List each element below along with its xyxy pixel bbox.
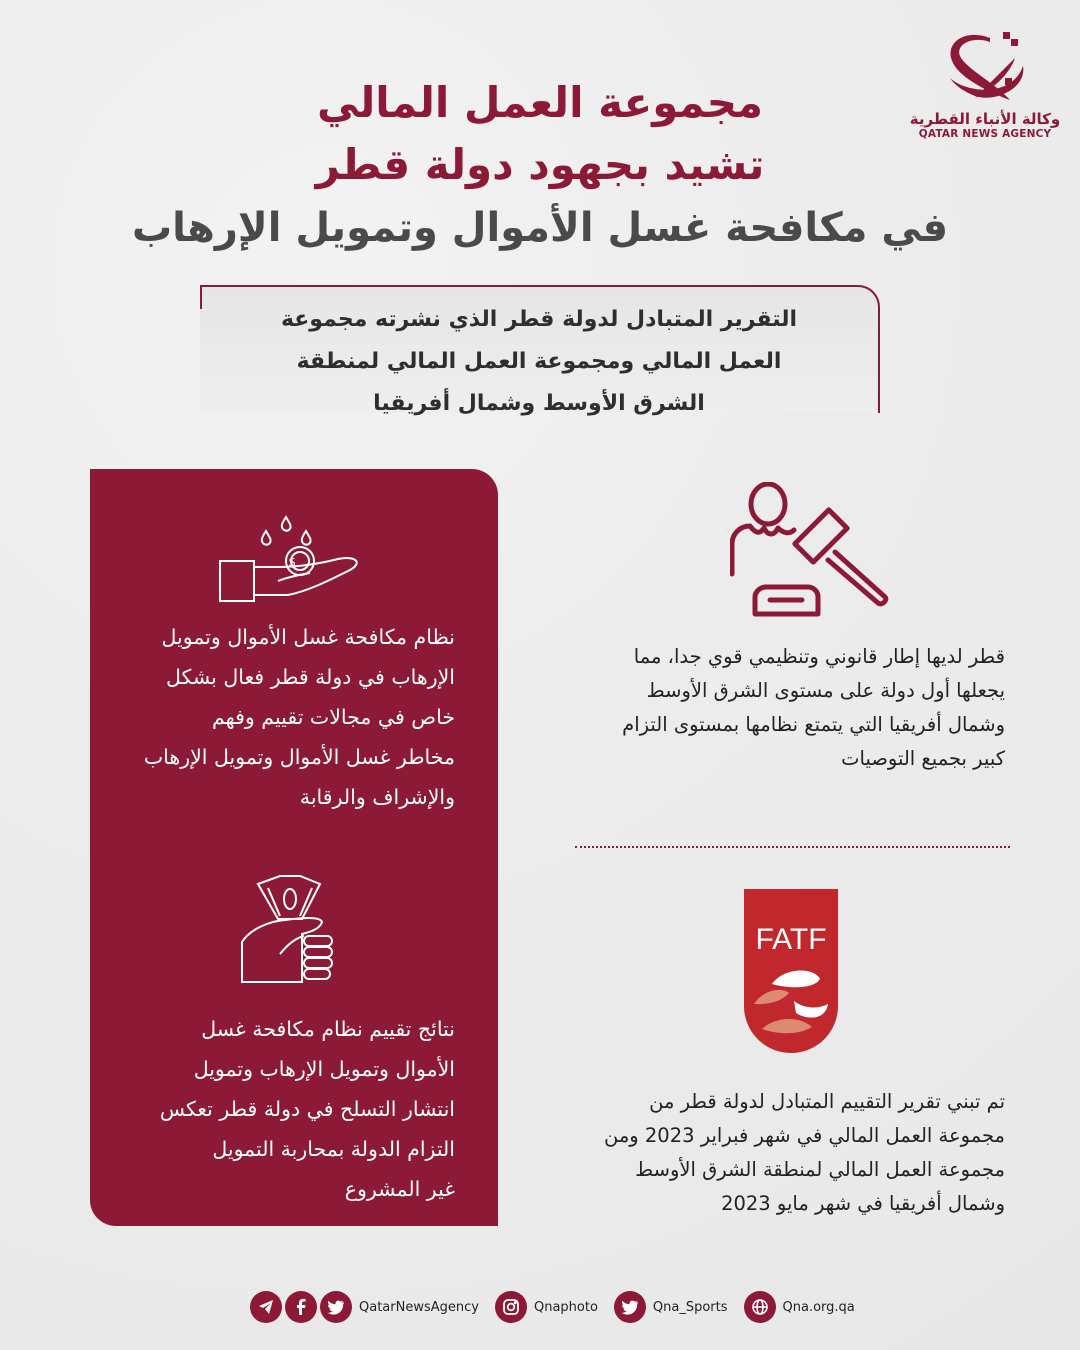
text-line: التزام الدولة بمحاربة التمويل <box>212 1137 455 1161</box>
logo-english-name: QATAR NEWS AGENCY <box>918 128 1052 140</box>
text-line: وشمال أفريقيا في شهر مايو 2023 <box>721 1192 1005 1215</box>
intro-box <box>200 285 880 416</box>
headline-line-1: مجموعة العمل المالي <box>316 78 764 127</box>
fist-money-icon <box>240 874 340 990</box>
text-line: مخاطر غسل الأموال وتمويل الإرهاب <box>143 745 455 769</box>
text-line: الإرهاب في دولة قطر فعال بشكل <box>166 665 455 689</box>
text-line: مجموعة العمل المالي لمنطقة الشرق الأوسط <box>635 1158 1005 1181</box>
svg-text:FATF: FATF <box>755 923 827 956</box>
facebook-icon[interactable] <box>285 1291 317 1323</box>
text-line: تم تبني تقرير التقييم المتبادل لدولة قطر من <box>649 1090 1005 1113</box>
globe-icon[interactable] <box>744 1291 776 1323</box>
intro-line: التقرير المتبادل لدولة قطر الذي نشرته مجموعة <box>280 307 798 332</box>
twitter-icon[interactable] <box>320 1291 352 1323</box>
text-line: وشمال أفريقيا التي يتمتع نظامها بمستوى التزام <box>622 713 1005 736</box>
logo-arabic-name: وكالة الأنباء القطرية <box>909 110 1061 128</box>
twitter-icon[interactable] <box>614 1291 646 1323</box>
social-footer <box>250 1290 871 1324</box>
text-line: غير المشروع <box>344 1177 455 1201</box>
intro-line: الشرق الأوسط وشمال أفريقيا <box>373 391 705 416</box>
panel-item-text <box>120 617 455 817</box>
text-line: خاص في مجالات تقييم وفهم <box>212 705 455 729</box>
text-line: نتائج تقييم نظام مكافحة غسل <box>201 1017 455 1041</box>
twitter-handle[interactable]: QatarNewsAgency <box>359 1299 479 1315</box>
instagram-icon[interactable] <box>495 1291 527 1323</box>
right-item-text <box>570 1085 1005 1221</box>
text-line: والإشراف والرقابة <box>299 785 455 809</box>
panel-item-text <box>120 1009 455 1209</box>
telegram-icon[interactable] <box>250 1291 282 1323</box>
text-line: انتشار التسلح في دولة قطر تعكس <box>159 1097 455 1121</box>
text-line: كبير بجميع التوصيات <box>841 747 1005 770</box>
text-line: يجعلها أول دولة على مستوى الشرق الأوسط <box>646 679 1005 702</box>
judge-gavel-icon <box>730 482 895 621</box>
text-line: قطر لديها إطار قانوني وتنظيمي قوي جدا، مما <box>633 645 1005 668</box>
right-item-text <box>570 640 1005 776</box>
intro-line: العمل المالي ومجموعة العمل المالي لمنطقة <box>296 349 782 374</box>
website-link[interactable]: Qna.org.qa <box>782 1299 855 1315</box>
text-line: مجموعة العمل المالي في شهر فبراير 2023 ومن <box>603 1124 1005 1147</box>
fatf-logo-icon <box>744 889 838 1057</box>
dotted-divider <box>575 846 1010 848</box>
instagram-handle[interactable]: Qnaphoto <box>533 1299 598 1315</box>
sports-twitter-handle[interactable]: Qna_Sports <box>652 1299 728 1315</box>
hand-coin-droplets-icon <box>218 509 368 613</box>
headline-line-3: في مكافحة غسل الأموال وتمويل الإرهاب <box>131 205 949 251</box>
headline-line-2: تشيد بجهود دولة قطر <box>315 140 765 189</box>
svg-text:$: $ <box>288 555 296 569</box>
text-line: الأموال وتمويل الإرهاب وتمويل <box>193 1057 455 1081</box>
left-panel <box>90 469 498 1226</box>
text-line: نظام مكافحة غسل الأموال وتمويل <box>161 625 455 649</box>
intro-text <box>200 299 878 425</box>
